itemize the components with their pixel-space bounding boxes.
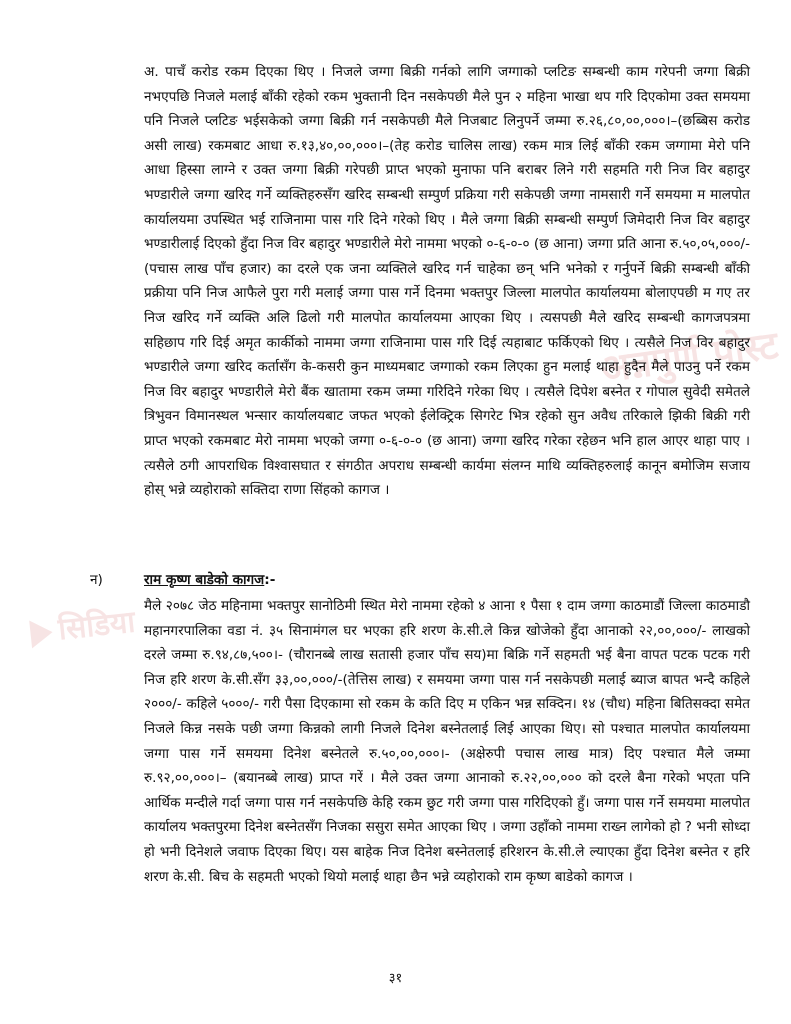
watermark-left-text: सिडिया (56, 604, 137, 648)
section-title (144, 567, 275, 593)
statement-paragraph-2: मैले २०७८ जेठ महिनामा भक्तपुर सानोठिमी स्थित मेरो नाममा रहेको ४ आना १ पैसा १ दाम जग्गा काठमाडौं जिल्ला काठमाडौ महानगरपालिका वडा नं. ३५ सिनामंगल घर भएका हरि शरण के.सी.ले किन्न खोजेको हुँदा आनाको २२,००,०००/- लाखको दरले जम्मा रु.९४,८७,५००।- (चौरानब्बे लाख सतासी हजार पाँच सय)मा बिक्रि गर्ने सहमती भई बैना वापत पटक पटक गरी निज हरि शरण के.सी.सँग ३३,००,०००/-(तेत्तिस लाख) र समयमा जग्गा पास गर्न नसकेपछी मलाई ब्याज बापत भन्दै कहिले २०००/- कहिले ५०००/- गरी पैसा दिएकामा सो रकम के कति दिए म एकिन भन्न सक्दिन। १४ (चौध) महिना बितिसक्दा समेत निजले किन्न नसके पछी जग्गा किन्नको लागी निजले दिनेश बस्नेतलाई लिई आएका थिए। सो पश्चात मालपोत कार्यालयमा जग्गा पास गर्ने समयमा दिनेश बस्नेतले रु.५०,००,०००।- (अक्षेरुपी पचास लाख मात्र) दिए पश्चात मैले जम्मा रु.९२,००,०००।– (बयानब्बे लाख) प्राप्त गरें । मैले उक्त जग्गा आनाको रु.२२,००,००० को दरले बैना गरेको भएता पनि आर्थिक मन्दीले गर्दा जग्गा पास गर्न नसकेपछि केहि रकम छुट गरी जग्गा पास गरिदिएको हुँ। जग्गा पास गर्ने समयमा मालपोत कार्यालय भक्तपुरमा दिनेश बस्नेतसँग निजका ससुरा समेत आएका थिए । जग्गा उहाँको नाममा राख्न लागेको हो ? भनी सोध्दा हो भनी दिनेशले जवाफ दिएका थिए। यस बाहेक निज दिनेश बस्नेतलाई हरिशरन के.सी.ले ल्याएका हुँदा दिनेश बस्नेत र हरि शरण के.सी. बिच के सहमती भएको थियो मलाई थाहा छैन भन्ने व्यहोराको राम कृष्ण बाडेको कागज । (144, 598, 750, 885)
page-number: ३१ (388, 971, 403, 986)
watermark-logo-left (28, 600, 137, 652)
section-heading (90, 567, 750, 593)
watermark-right-text: अन्नपुर्ण पोस्ट (597, 322, 781, 392)
section-marker: न) (90, 572, 103, 588)
section-title-text: राम कृष्ण बाडेको कागज (144, 572, 265, 588)
section-title-suffix: :- (264, 572, 276, 588)
statement-paragraph-1: अ. पाचँ करोड रकम दिएका थिए । निजले जग्गा बिक्री गर्नको लागि जग्गाको प्लटिङ सम्बन्धी काम गरेपनी जग्गा बिक्री नभएपछि निजले मलाई बाँकी रहेको रकम भुक्तानी दिन नसकेपछी मैले पुन २ महिना भाखा थप गरि दिएकोमा उक्त समयमा पनि निजले प्लटिङ भईसकेको जग्गा बिक्री गर्न नसकेपछी मैले निजबाट लिनुपर्ने जम्मा रु.२६,८०,००,०००।–(छब्बिस करोड असी लाख) रकमबाट आधा रु.१३,४०,००,०००।–(तेह करोड चालिस लाख) रकम मात्र लिई बाँकी रकम जग्गामा मेरो पनि आधा हिस्सा लाग्ने र उक्त जग्गा बिक्री गरेपछी प्राप्त भएको मुनाफा पनि बराबर लिने गरी सहमति गरी निज विर बहादुर भण्डारीले जग्गा खरिद गर्ने व्यक्तिहरुसँग खरिद सम्बन्धी सम्पुर्ण प्रक्रिया गरी सकेपछी जग्गा नामसारी गर्ने समयमा म मालपोत कार्यालयमा उपस्थित भई राजिनामा पास गरि दिने गरेको थिए । मैले जग्गा बिक्री सम्बन्धी सम्पुर्ण जिमेदारी निज विर बहादुर भण्डारीलाई दिएको हुँदा निज विर बहादुर भण्डारीले मेरो नाममा भएको ०-६-०-० (छ आना) जग्गा प्रति आना रु.५०,०५,०००/- (पचास लाख पाँच हजार) का दरले एक जना व्यक्तिले खरिद गर्न चाहेका छन् भनि भनेको र गर्नुपर्ने बिक्री सम्बन्धी बाँकी प्रक्रीया पनि निज आफैले पुरा गरी मलाई जग्गा पास गर्ने दिनमा भक्तपुर जिल्ला मालपोत कार्यालयमा बोलाएपछी म गए तर निज खरिद गर्ने व्यक्ति अलि ढिलो गरी मालपोत कार्यालयमा आएका थिए । त्यसपछी मैले खरिद सम्बन्धी कागजपत्रमा सहिछाप गरि दिई अमृत कार्कीको नाममा जग्गा राजिनामा पास गरि दिई त्यहाबाट फर्किएको थिए । त्यसैले निज विर बहादुर भण्डारीले जग्गा खरिद कर्तासँग के-कसरी कुन माध्यमबाट जग्गाको रकम लिएका हुन मलाई थाहा हुदैन मैले पाउनु पर्ने रकम निज विर बहादुर भण्डारीले मेरो बैंक खातामा रकम जम्मा गरिदिने गरेका थिए । त्यसैले दिपेश बस्नेत र गोपाल सुवेदी समेतले त्रिभुवन विमानस्थल भन्सार कार्यालयबाट जफत भएको ईलेक्ट्रिक सिगरेट भित्र रहेको सुन अवैध तरिकाले झिकी बिक्री गरी प्राप्त भएको रकमबाट मेरो नाममा भएको जग्गा ०-६-०-० (छ आना) जग्गा खरिद गरेका रहेछन भनि हाल आएर थाहा पाए । त्यसैले ठगी आपराधिक विश्वासघात र संगठीत अपराध सम्बन्धी कार्यमा संलग्न माथि व्यक्तिहरुलाई कानून बमोजिम सजाय होस् भन्ने व्यहोराको सक्तिदा राणा सिंहको कागज । (144, 64, 750, 499)
play-icon (29, 618, 54, 648)
